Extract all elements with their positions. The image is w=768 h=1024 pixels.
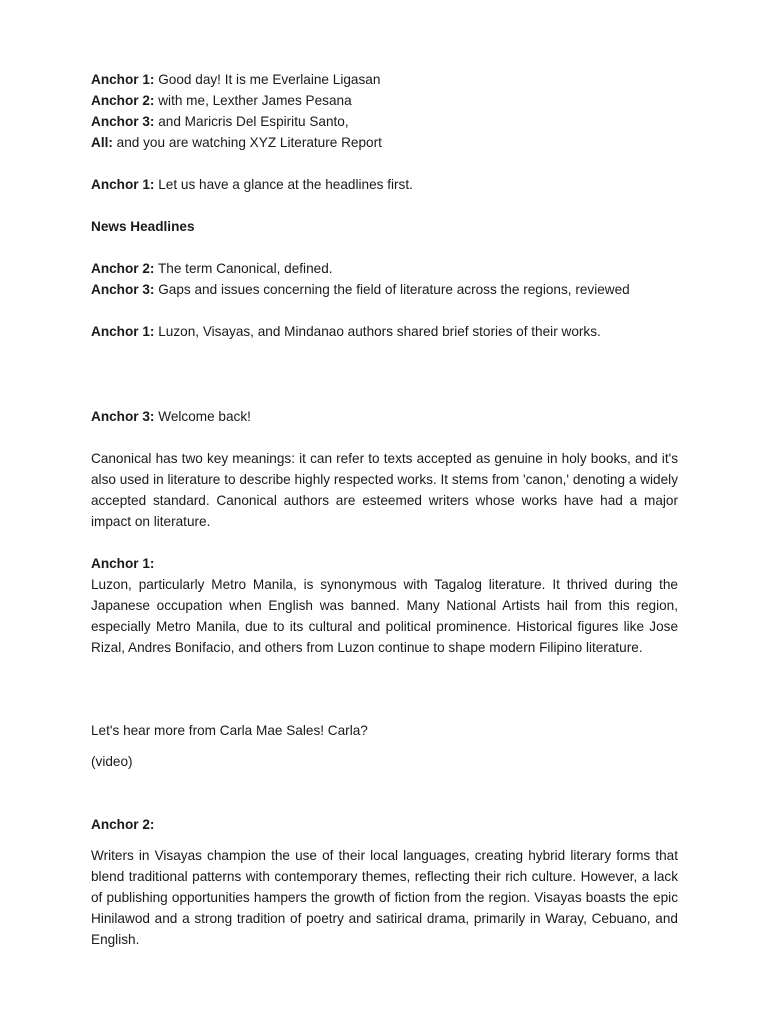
- glance-line: [91, 174, 678, 195]
- speaker-label: Anchor 1:: [91, 177, 155, 192]
- dialogue-text: Let us have a glance at the headlines first.: [154, 177, 413, 192]
- dialogue-text: The term Canonical, defined.: [154, 261, 333, 276]
- speaker-label: All:: [91, 135, 113, 150]
- intro-line-1: [91, 69, 678, 90]
- headline-item-1: [91, 258, 678, 279]
- dialogue-text: Luzon, Visayas, and Mindanao authors shared brief stories of their works.: [154, 324, 601, 339]
- speaker-label: Anchor 1:: [91, 324, 155, 339]
- canonical-paragraph: Canonical has two key meanings: it can refer to texts accepted as genuine in holy books, and it's also used in literature to describe highly respected works. It stems from 'canon,' denoting a widely accepted standard. Canonical authors are esteemed writers whose works have had a major impact on literature.: [91, 451, 678, 529]
- luzon-paragraph: Luzon, particularly Metro Manila, is synonymous with Tagalog literature. It thrived during the Japanese occupation when English was banned. Many National Artists hail from this region, especially Metro Manila, due to its cultural and political prominence. Historical figures like Jose Rizal, Andres Bonifacio, and others from Luzon continue to shape modern Filipino literature.: [91, 577, 678, 655]
- dialogue-text: Gaps and issues concerning the field of literature across the regions, reviewed: [154, 282, 630, 297]
- speaker-heading: Anchor 1:: [91, 556, 155, 571]
- video-note: (video): [91, 754, 133, 769]
- dialogue-text: Welcome back!: [154, 409, 251, 424]
- speaker-label: Anchor 2:: [91, 261, 155, 276]
- dialogue-text: and you are watching XYZ Literature Report: [112, 135, 382, 150]
- welcome-line: [91, 406, 678, 427]
- headline-item-3: [91, 321, 678, 342]
- dialogue-text: and Maricris Del Espiritu Santo,: [154, 114, 349, 129]
- carla-line: Let's hear more from Carla Mae Sales! Carla?: [91, 723, 368, 738]
- speaker-label: Anchor 2:: [91, 93, 155, 108]
- intro-line-4: [91, 132, 678, 153]
- dialogue-text: with me, Lexther James Pesana: [154, 93, 352, 108]
- intro-line-2: [91, 90, 678, 111]
- speaker-label: Anchor 1:: [91, 72, 155, 87]
- speaker-label: Anchor 3:: [91, 282, 155, 297]
- section-heading: News Headlines: [91, 219, 195, 234]
- dialogue-text: Good day! It is me Everlaine Ligasan: [154, 72, 381, 87]
- speaker-label: Anchor 3:: [91, 114, 155, 129]
- intro-line-3: [91, 111, 678, 132]
- speaker-heading: Anchor 2:: [91, 817, 155, 832]
- visayas-paragraph: Writers in Visayas champion the use of their local languages, creating hybrid literary forms that blend traditional patterns with contemporary themes, reflecting their rich culture. However, a lack of publishing opportunities hampers the growth of fiction from the region. Visayas boasts the epic Hinilawod and a strong tradition of poetry and satirical drama, primarily in Waray, Cebuano, and English.: [91, 848, 678, 947]
- headline-item-2: [91, 279, 678, 300]
- speaker-label: Anchor 3:: [91, 409, 155, 424]
